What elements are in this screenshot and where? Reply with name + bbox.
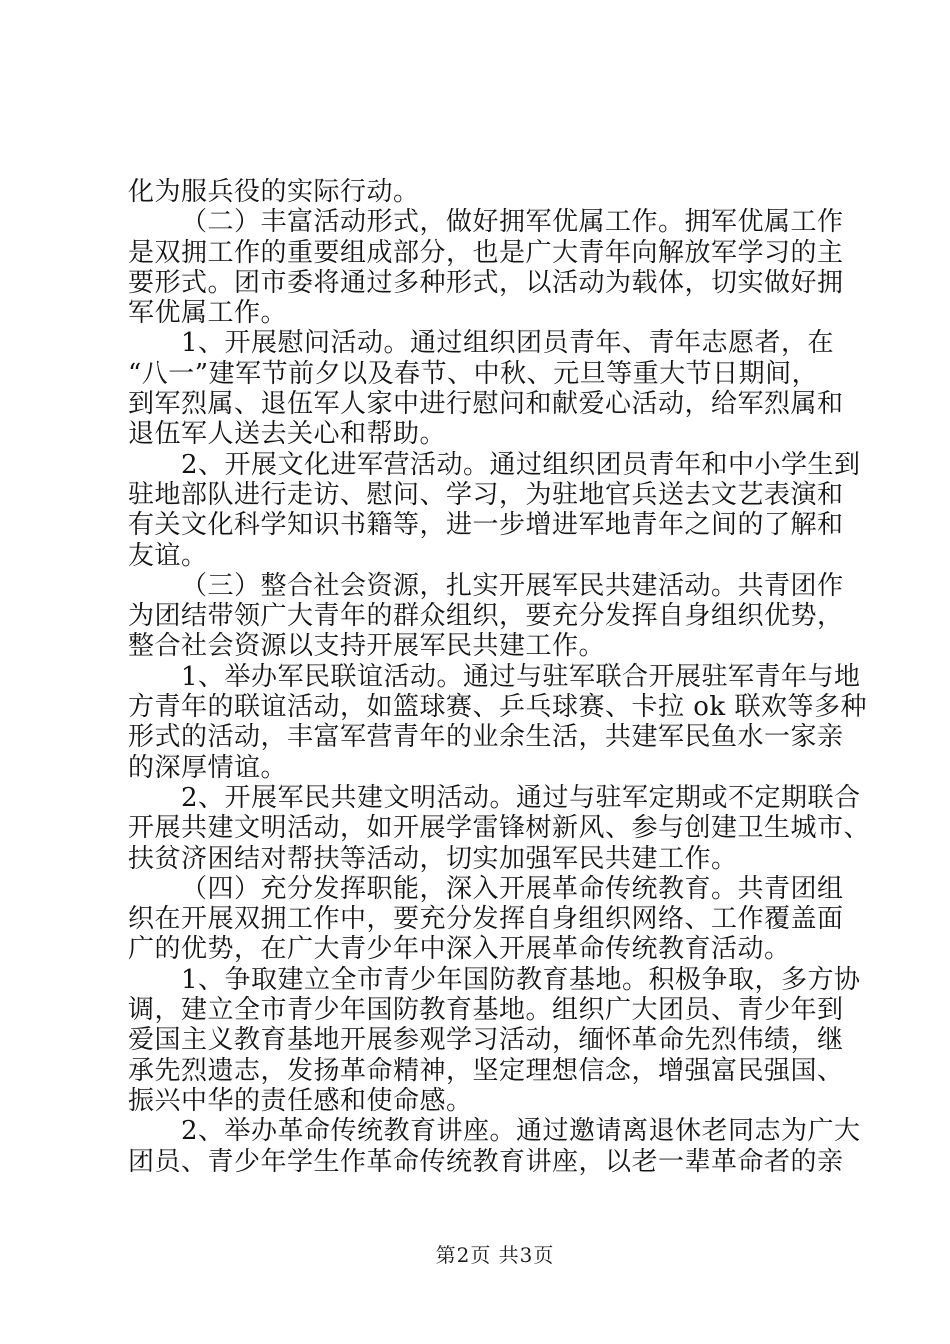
text-line: 调，建立全市青少年国防教育基地。组织广大团员、青少年到: [128, 995, 844, 1026]
text-line: 要形式。团市委将通过多种形式，以活动为载体，切实做好拥: [128, 267, 844, 298]
document-body: [128, 177, 871, 1177]
text-line: 化为服兵役的实际行动。: [128, 177, 420, 207]
text-line: （三）整合社会资源，扎实开展军民共建活动。共青团作: [181, 570, 844, 601]
text-line: 广的优势，在广大青少年中深入开展革命传统教育活动。: [128, 934, 791, 965]
text-line: 有关文化科学知识书籍等，进一步增进军地青年之间的了解和: [128, 510, 844, 541]
text-line: 到军烈属、退伍军人家中进行慰问和献爱心活动，给军烈属和: [128, 389, 844, 420]
text-line: 形式的活动，丰富军营青年的业余生活，共建军民鱼水一家亲: [128, 722, 844, 753]
text-line: 为团结带领广大青年的群众组织，要充分发挥自身组织优势，: [128, 601, 844, 632]
text-line: 承先烈遗志，发扬革命精神，坚定理想信念，增强富民强国、: [128, 1055, 844, 1086]
text-line: 织在开展双拥工作中，要充分发挥自身组织网络、工作覆盖面: [128, 904, 844, 935]
text-line: 振兴中华的责任感和使命感。: [128, 1085, 473, 1116]
text-line: 驻地部队进行走访、慰问、学习，为驻地官兵送去文艺表演和: [128, 479, 844, 510]
text-line: 整合社会资源以支持开展军民共建工作。: [128, 631, 606, 662]
text-line: 友谊。: [128, 540, 208, 571]
text-line: （二）丰富活动形式，做好拥军优属工作。拥军优属工作: [181, 207, 844, 238]
text-line: 2、开展文化进军营活动。通过组织团员青年和中小学生到: [181, 449, 861, 480]
page-footer: [0, 1239, 950, 1267]
text-line: 扶贫济困结对帮扶等活动，切实加强军民共建工作。: [128, 843, 738, 874]
text-line: 开展共建文明活动，如开展学雷锋树新风、参与创建卫生城市、: [128, 813, 871, 844]
text-line: 军优属工作。: [128, 298, 288, 329]
text-line: 1、举办军民联谊活动。通过与驻军联合开展驻军青年与地: [181, 661, 861, 692]
page-number-label: 第2页 共3页: [435, 1243, 555, 1267]
text-line: 是双拥工作的重要组成部分，也是广大青年向解放军学习的主: [128, 237, 844, 268]
text-line: 1、争取建立全市青少年国防教育基地。积极争取，多方协: [181, 964, 861, 995]
text-line: 的深厚情谊。: [128, 752, 288, 783]
text-line: 团员、青少年学生作革命传统教育讲座，以老一辈革命者的亲: [128, 1146, 844, 1177]
text-line: （四）充分发挥职能，深入开展革命传统教育。共青团组: [181, 873, 844, 904]
text-line: “八一”建军节前夕以及春节、中秋、元旦等重大节日期间，: [128, 358, 819, 389]
text-line: 退伍军人送去关心和帮助。: [128, 419, 447, 450]
text-line: 2、开展军民共建文明活动。通过与驻军定期或不定期联合: [181, 782, 861, 813]
text-line: 1、开展慰问活动。通过组织团员青年、青年志愿者，在: [181, 328, 835, 359]
text-line: 爱国主义教育基地开展参观学习活动，缅怀革命先烈伟绩，继: [128, 1025, 844, 1056]
text-line: 2、举办革命传统教育讲座。通过邀请离退休老同志为广大: [181, 1116, 861, 1147]
text-line: 方青年的联谊活动，如篮球赛、乒乓球赛、卡拉 ok 联欢等多种: [128, 692, 867, 723]
